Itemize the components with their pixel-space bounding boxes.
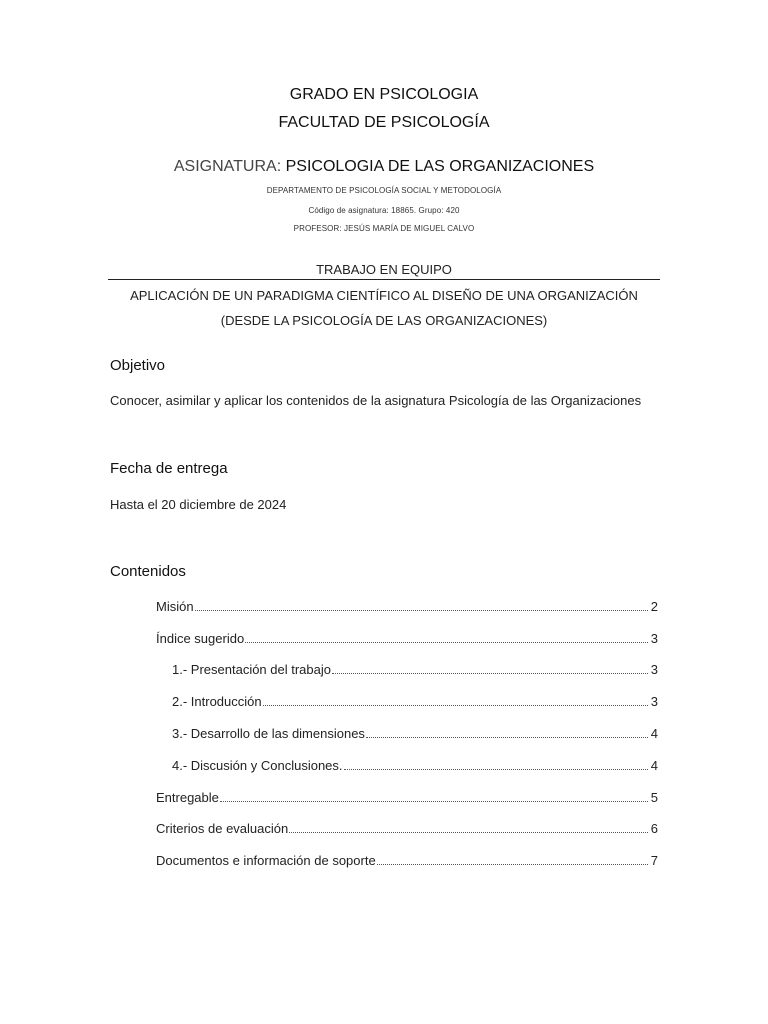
professor-line: PROFESOR: JESÚS MARÍA DE MIGUEL CALVO [293,224,475,233]
toc-item-label: Entregable [156,790,219,805]
toc-leader [344,769,648,770]
toc-item-label: 2.- Introducción [172,694,262,709]
toc-page-number: 3 [650,662,658,677]
deadline-heading: Fecha de entrega [110,460,228,477]
toc-item-mision[interactable] [156,599,658,614]
toc-leader [332,673,648,674]
objective-heading: Objetivo [110,357,166,374]
subject-label: ASIGNATURA: [173,158,282,175]
toc-item-desarrollo[interactable] [172,726,658,741]
toc-item-label: Misión [156,599,194,614]
work-type: TRABAJO EN EQUIPO [316,262,452,277]
toc-item-label: 1.- Presentación del trabajo [172,662,331,677]
toc-item-label: Criterios de evaluación [156,821,289,836]
toc-item-presentacion[interactable] [172,662,658,677]
contents-heading: Contenidos [110,563,186,580]
toc-leader [195,610,648,611]
toc-item-label: Índice sugerido [156,631,245,646]
toc-page-number: 4 [650,758,658,773]
work-title-line1: APLICACIÓN DE UN PARADIGMA CIENTÍFICO AL DISEÑO DE UNA ORGANIZACIÓN [130,288,638,303]
faculty-title: FACULTAD DE PSICOLOGÍA [278,114,490,131]
toc-leader [366,737,648,738]
toc-item-discusion[interactable] [172,758,658,773]
toc-item-introduccion[interactable] [172,694,658,709]
toc-leader [377,864,648,865]
toc-leader [289,832,648,833]
toc-page-number: 6 [650,821,658,836]
toc-item-criterios[interactable] [156,821,658,836]
toc-page-number: 3 [650,694,658,709]
toc-item-label: 3.- Desarrollo de las dimensiones [172,726,365,741]
toc-item-label: 4.- Discusión y Conclusiones. [172,758,343,773]
toc-page-number: 5 [650,790,658,805]
subject-value: PSICOLOGIA DE LAS ORGANIZACIONES [281,158,595,175]
deadline-text: Hasta el 20 diciembre de 2024 [110,497,287,512]
toc-item-documentos[interactable] [156,853,658,868]
degree-title: GRADO EN PSICOLOGIA [289,86,479,103]
work-title-line2: (DESDE LA PSICOLOGÍA DE LAS ORGANIZACIONES) [220,313,548,328]
divider-line [108,279,660,280]
toc-page-number: 4 [650,726,658,741]
course-code-line: Código de asignatura: 18865. Grupo: 420 [308,206,460,215]
objective-text: Conocer, asimilar y aplicar los contenidos de la asignatura Psicología de las Organizaciones [110,393,642,408]
toc-item-label: Documentos e información de soporte [156,853,376,868]
toc-page-number: 3 [650,631,658,646]
department-line: DEPARTAMENTO DE PSICOLOGÍA SOCIAL Y METODOLOGÍA [266,186,502,195]
toc-leader [263,705,648,706]
toc-page-number: 2 [650,599,658,614]
toc-leader [220,801,648,802]
subject-line [0,158,768,176]
toc-item-indice-sugerido[interactable] [156,631,658,646]
toc-leader [245,642,648,643]
toc-item-entregable[interactable] [156,790,658,805]
toc-page-number: 7 [650,853,658,868]
